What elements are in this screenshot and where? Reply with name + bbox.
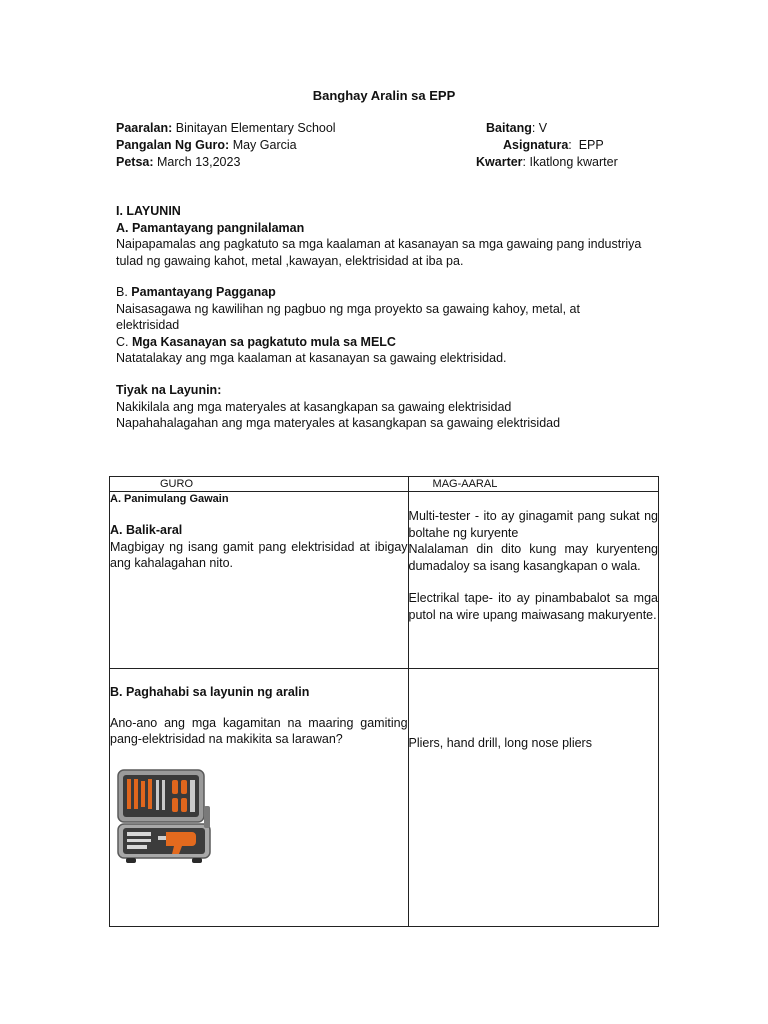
pagganap-text: Naisasagawa ng kawilihan ng pagbuo ng mga proyekto sa gawaing kahoy, metal, at elektrisidad [116,301,580,332]
table-row [110,669,659,927]
guro-label: Pangalan Ng Guro: [116,138,230,152]
info-row-petsa [116,154,636,171]
tiyak-item-2: Napahahalagahan ang mga materyales at kasangkapan sa gawaing elektrisidad [116,416,561,430]
melc-heading: Mga Kasanayan sa pagkatuto mula sa MELC [131,334,396,349]
pamantayang-pangnilalaman-heading: A. Pamantayang pangnilalaman [116,220,305,235]
paghahabi-answer: Pliers, hand drill, long nose pliers [408,736,592,750]
layunin-section [116,203,656,269]
layunin-heading: I. LAYUNIN [116,204,181,218]
pagganap-prefix: B. [116,285,132,299]
petsa-label: Petsa: [116,155,154,169]
tiyak-heading: Tiyak na Layunin: [116,383,222,397]
balik-aral-text: Magbigay ng isang gamit pang elektrisidad at ibigay ang kahalagahan nito. [110,539,408,570]
melc-text: Natatalakay ang mga kaalaman at kasanayan sa gawaing elektrisidad. [116,351,507,365]
page-title: Banghay Aralin sa EPP [312,88,456,103]
pagganap-heading: Pamantayang Pagganap [131,285,276,299]
info-row-guro [116,137,636,154]
melc-prefix: C. [116,334,132,349]
petsa-value: March 13,2023 [157,155,241,169]
baitang-value: : V [531,121,548,135]
baitang [486,120,547,137]
kwarter-value: : Ikatlong kwarter [522,155,618,169]
paaralan-label: Paaralan: [116,121,173,135]
mag-aaral-cell-balik-aral [408,492,658,669]
guro-value: May Garcia [232,138,297,152]
kwarter-label: Kwarter [476,155,523,169]
header-guro: GURO [110,477,409,492]
toolbox-icon [114,766,222,866]
info-row-paaralan [116,120,636,137]
header-mag-aaral: MAG-AARAL [408,477,658,492]
asignatura-label: Asignatura [503,138,569,152]
paghahabi-question: Ano-ano ang mga kagamitan na maaring gamiting pang-elektrisidad na makikita sa larawan? [110,715,408,746]
paghahabi-heading: B. Paghahabi sa layunin ng aralin [110,685,310,699]
student-answer-electrical-tape: Electrikal tape- ito ay pinambabalot sa mga putol na wire upang maiwasang makuryente. [408,591,658,622]
pamantayang-pangnilalaman-text: Naipapamalas ang pagkatuto sa mga kaalaman at kasanayan sa mga gawaing pang industriya tulad ng gawaing kahot, metal ,kawayan, elektrisidad at iba pa. [116,237,642,268]
table-header-row [110,477,659,492]
asignatura [503,137,604,154]
guro-cell-panimula [110,492,409,669]
tiyak-item-1: Nakikilala ang mga materyales at kasangkapan sa gawaing elektrisidad [116,399,512,414]
mag-aaral-cell-paghahabi [408,669,658,927]
baitang-label: Baitang [486,121,532,135]
guro-cell-paghahabi [110,669,409,927]
student-answer-nalalaman: Nalalaman din dito kung may kuryenteng dumadaloy sa isang kasangkapan o wala. [408,542,658,573]
asignatura-value: : EPP [568,138,604,152]
student-answer-multitester: Multi-tester - ito ay ginagamit pang sukat ng boltahe ng kuryente [408,509,658,540]
lesson-plan-table [109,476,659,927]
toolbox-image [110,766,408,871]
tiyak-na-layunin [116,382,656,432]
balik-aral-heading: A. Balik-aral [110,523,183,537]
table-row [110,492,659,669]
pamantayang-pagganap [116,284,656,367]
kwarter [476,154,618,171]
panimulang-gawain-label: A. Panimulang Gawain [110,493,229,505]
paaralan-value: Binitayan Elementary School [175,121,336,135]
